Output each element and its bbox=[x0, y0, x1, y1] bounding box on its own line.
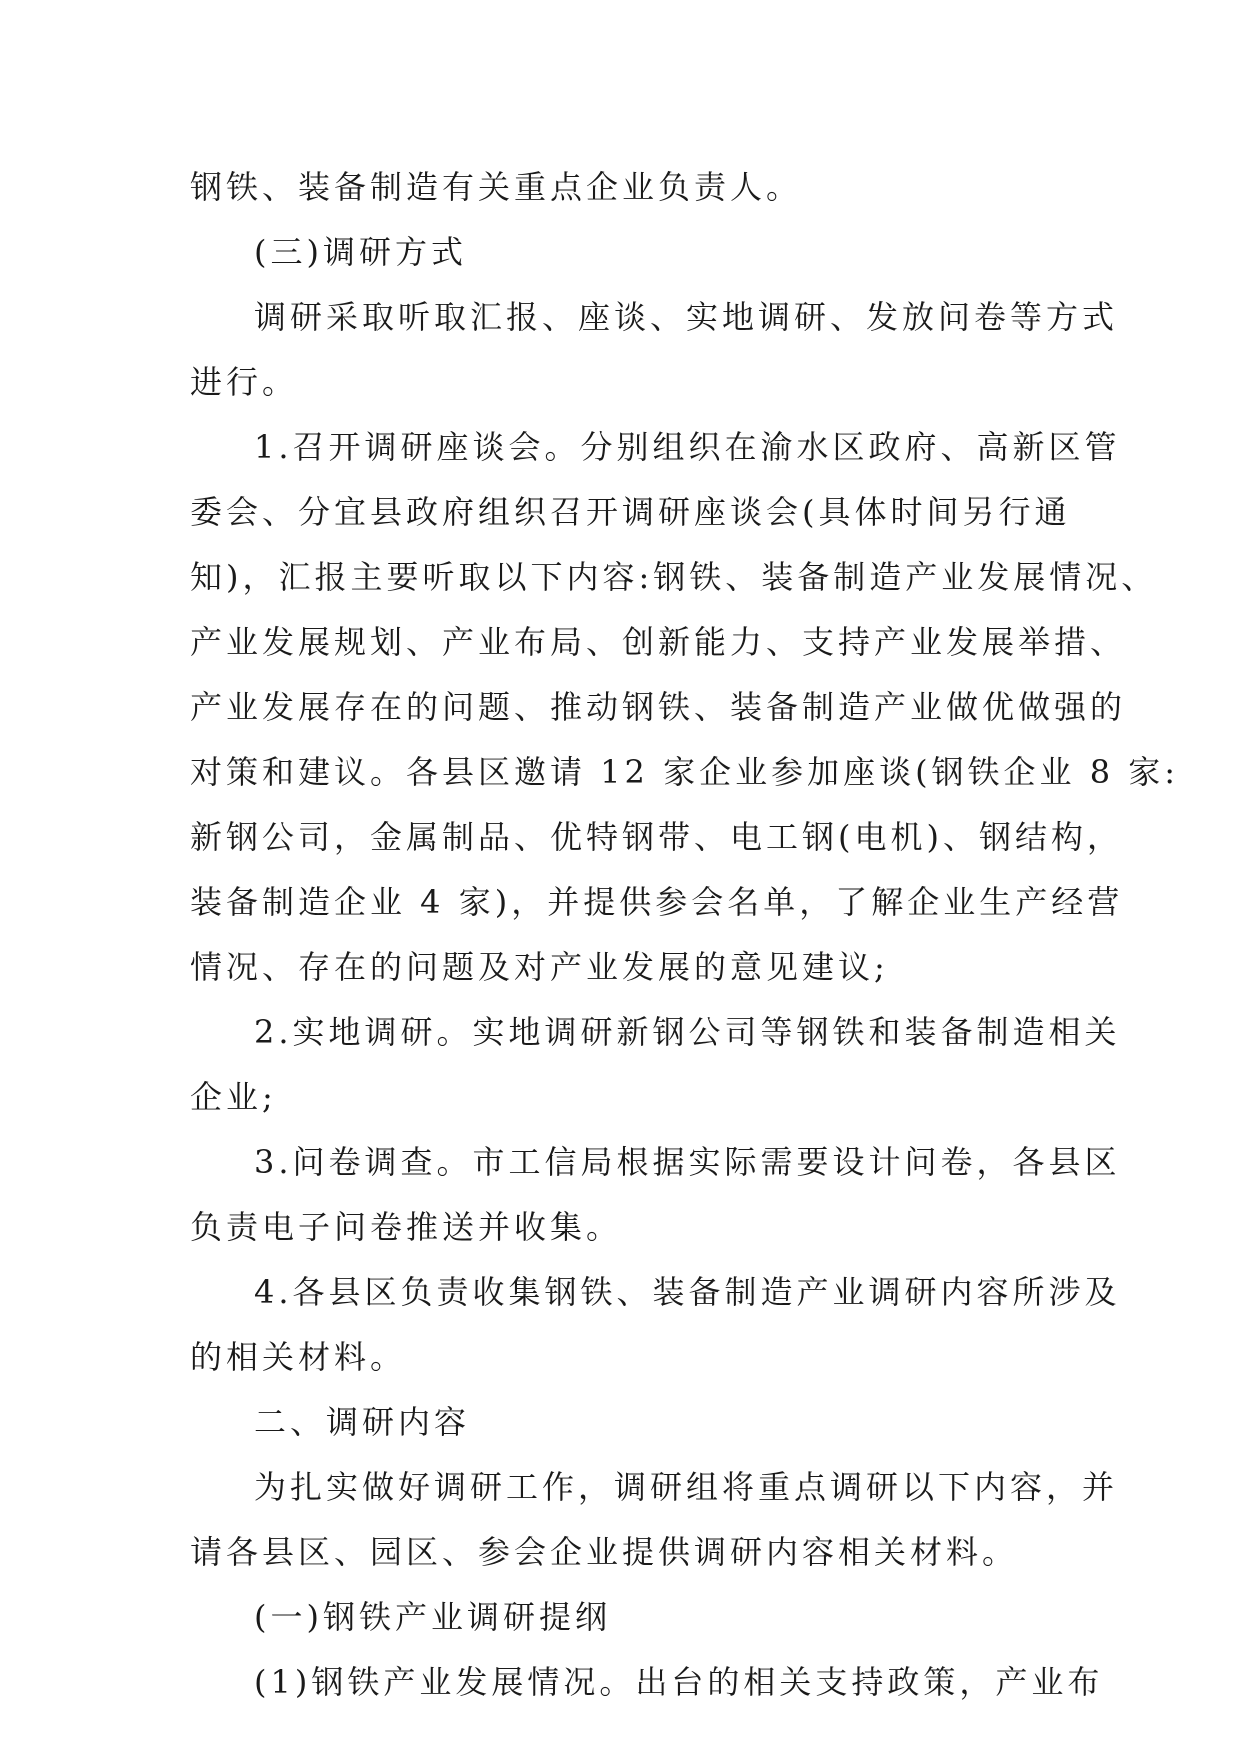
text-line-3: 调研采取听取汇报、座谈、实地调研、发放问卷等方式 bbox=[254, 298, 1119, 336]
text-line-14: 2.实地调研。实地调研新钢公司等钢铁和装备制造相关 bbox=[254, 1013, 1121, 1051]
text-line-12: 装备制造企业 4 家)，并提供参会名单，了解企业生产经营 bbox=[190, 883, 1124, 921]
text-line-18: 4.各县区负责收集钢铁、装备制造产业调研内容所涉及 bbox=[254, 1273, 1121, 1311]
text-line-1: 钢铁、装备制造有关重点企业负责人。 bbox=[190, 168, 803, 206]
text-line-8: 产业发展规划、产业布局、创新能力、支持产业发展举措、 bbox=[190, 623, 1127, 661]
document-body bbox=[190, 155, 1180, 1715]
text-line-17: 负责电子问卷推送并收集。 bbox=[190, 1208, 623, 1246]
text-line-5: 1.召开调研座谈会。分别组织在渝水区政府、高新区管 bbox=[254, 428, 1121, 466]
text-line-7: 知)，汇报主要听取以下内容:钢铁、装备制造产业发展情况、 bbox=[190, 558, 1158, 596]
text-line-10: 对策和建议。各县区邀请 12 家企业参加座谈(钢铁企业 8 家: bbox=[190, 753, 1180, 791]
text-line-22: 请各县区、园区、参会企业提供调研内容相关材料。 bbox=[190, 1533, 1019, 1571]
text-line-11: 新钢公司，金属制品、优特钢带、电工钢(电机)、钢结构， bbox=[190, 818, 1123, 856]
text-line-19: 的相关材料。 bbox=[190, 1338, 407, 1376]
text-line-9: 产业发展存在的问题、推动钢铁、装备制造产业做优做强的 bbox=[190, 688, 1127, 726]
text-line-24: (1)钢铁产业发展情况。出台的相关支持政策，产业布 bbox=[254, 1663, 1104, 1701]
text-line-6: 委会、分宜县政府组织召开调研座谈会(具体时间另行通 bbox=[190, 493, 1071, 531]
section-heading-steel-outline: (一)钢铁产业调研提纲 bbox=[254, 1598, 611, 1636]
text-line-15: 企业; bbox=[190, 1078, 277, 1116]
text-line-16: 3.问卷调查。市工信局根据实际需要设计问卷，各县区 bbox=[254, 1143, 1121, 1181]
text-line-4: 进行。 bbox=[190, 363, 299, 401]
section-heading-research-content: 二、调研内容 bbox=[254, 1403, 471, 1441]
text-line-21: 为扎实做好调研工作，调研组将重点调研以下内容，并 bbox=[254, 1468, 1119, 1506]
text-line-13: 情况、存在的问题及对产业发展的意见建议; bbox=[190, 948, 889, 986]
section-heading-research-method: (三)调研方式 bbox=[254, 233, 467, 271]
